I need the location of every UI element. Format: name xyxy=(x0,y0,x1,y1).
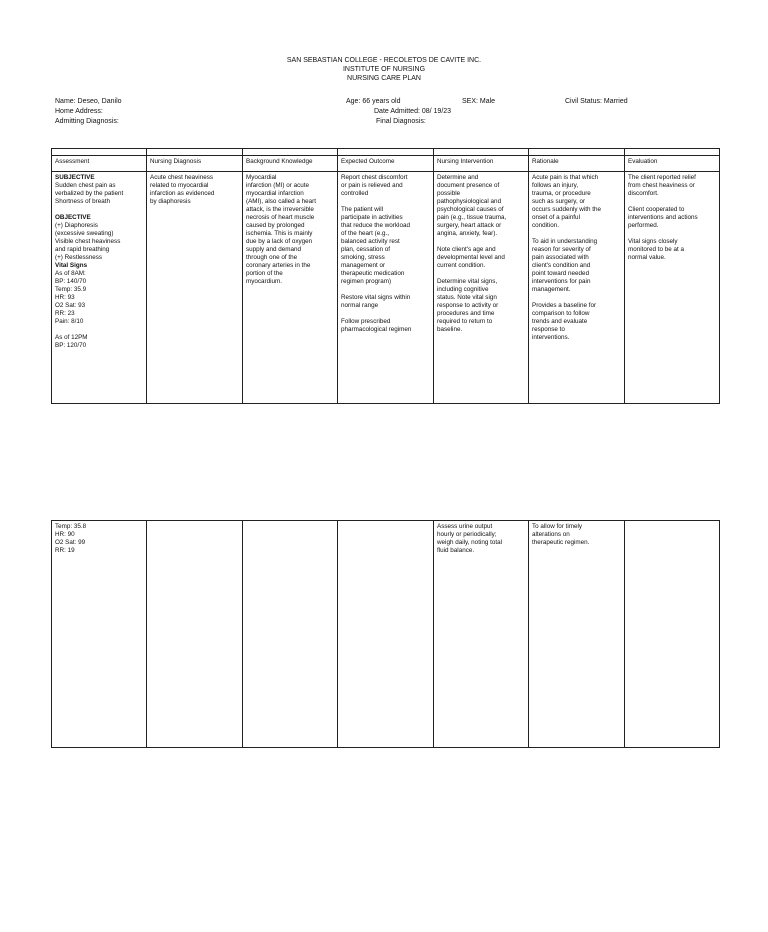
rationale-line: trauma, or procedure xyxy=(532,190,591,197)
subjective-line: verbalized by the patient xyxy=(55,190,124,197)
document-title: NURSING CARE PLAN xyxy=(347,75,421,82)
background-line: myocardial infarction xyxy=(246,190,304,197)
col-header-expected-outcome: Expected Outcome xyxy=(338,156,434,172)
final-diagnosis: Final Diagnosis: xyxy=(376,118,426,125)
rationale-line: management. xyxy=(532,286,571,293)
outcome-line: therapeutic medication xyxy=(341,270,405,277)
vital-line: As of 8AM: xyxy=(55,270,86,277)
objective-line: (+) Restlessness xyxy=(55,254,103,261)
date-admitted: Date Admitted: 08/ 19/23 xyxy=(374,108,452,115)
rationale-line: interventions. xyxy=(532,334,570,341)
intervention-cell xyxy=(434,521,529,748)
objective-line: (+) Diaphoresis xyxy=(55,222,98,229)
evaluation-line: discomfort. xyxy=(628,190,659,197)
evaluation-cell xyxy=(625,172,720,404)
subjective-label: SUBJECTIVE xyxy=(55,174,95,181)
intervention-line: psychological causes of xyxy=(437,206,504,213)
rationale-line: condition. xyxy=(532,222,559,229)
outcome-line: management or xyxy=(341,262,386,269)
outcome-line: normal range xyxy=(341,302,379,309)
vital-line: BP: 140/70 xyxy=(55,278,87,285)
evaluation-line: The client reported relief xyxy=(628,174,696,181)
rationale-line: occurs suddenly with the xyxy=(532,206,601,213)
home-address: Home Address: xyxy=(55,108,103,115)
background-line: due by a lack of oxygen xyxy=(246,238,313,245)
diagnosis-line: related to myocardial xyxy=(150,182,209,189)
background-line: myocardium. xyxy=(246,278,283,285)
objective-line: (excessive sweating) xyxy=(55,230,114,237)
intervention-line: Note client's age and xyxy=(437,246,496,253)
intervention-line: document presence of xyxy=(437,182,500,189)
diagnosis-line: Acute chest heaviness xyxy=(150,174,214,181)
intervention-line: response to activity or xyxy=(437,302,499,309)
intervention-line: surgery, heart attack or xyxy=(437,222,502,229)
intervention-line: procedures and time xyxy=(437,310,495,317)
col-header-nursing-intervention: Nursing Intervention xyxy=(434,156,529,172)
intervention-line: possible xyxy=(437,190,461,197)
rationale-line: client's condition and xyxy=(532,262,591,269)
outcome-line: or pain is relieved and xyxy=(341,182,403,189)
vital-signs-label: Vital Signs xyxy=(55,262,88,269)
background-line: through one of the xyxy=(246,254,298,261)
outcome-line: Follow prescribed xyxy=(341,318,391,325)
school-name: SAN SEBASTIAN COLLEGE - RECOLETOS DE CAVITE INC. xyxy=(286,57,482,64)
outcome-cell xyxy=(338,521,434,748)
diagnosis-cell xyxy=(147,521,243,748)
intervention-line: Determine vital signs, xyxy=(437,278,498,285)
background-line: (AMI), also called a heart xyxy=(246,198,316,205)
intervention-line: pain (e.g., tissue trauma, xyxy=(437,214,507,221)
vital-line: Temp: 35.8 xyxy=(55,523,87,530)
outcome-cell xyxy=(338,172,434,404)
evaluation-line: normal value. xyxy=(628,254,666,261)
table-row xyxy=(52,172,720,404)
civil-status: Civil Status: Married xyxy=(565,98,628,105)
rationale-line: point toward needed xyxy=(532,270,590,277)
background-line: caused by prolonged xyxy=(246,222,305,229)
background-line: ischemia. This is mainly xyxy=(246,230,313,237)
care-plan-table xyxy=(51,148,720,404)
background-line: supply and demand xyxy=(246,246,301,253)
objective-line: Visible chest heaviness xyxy=(55,238,121,245)
background-line: portion of the xyxy=(246,270,283,277)
evaluation-cell xyxy=(625,521,720,748)
vital-line: BP: 120/70 xyxy=(55,342,87,349)
outcome-line: balanced activity rest xyxy=(341,238,400,245)
outcome-line: Restore vital signs within xyxy=(341,294,411,301)
patient-name: Name: Deseo, Danilo xyxy=(55,98,122,105)
intervention-cell xyxy=(434,172,529,404)
col-header-evaluation: Evaluation xyxy=(625,156,720,172)
intervention-line: required to return to xyxy=(437,318,493,325)
intervention-line: weigh daily, noting total xyxy=(437,539,502,546)
rationale-line: therapeutic regimen. xyxy=(532,539,590,546)
intervention-line: developmental level and xyxy=(437,254,505,261)
subjective-line: Shortness of breath xyxy=(55,198,110,205)
institute-name: INSTITUTE OF NURSING xyxy=(342,66,426,73)
vital-line: RR: 23 xyxy=(55,310,75,317)
background-line: infarction (MI) or acute xyxy=(246,182,309,189)
background-line: Myocardial xyxy=(246,174,277,181)
rationale-line: comparison to follow xyxy=(532,310,590,317)
rationale-line: Acute pain is that which xyxy=(532,174,599,181)
subjective-line: Sudden chest pain as xyxy=(55,182,116,189)
diagnosis-line: infarction as evidenced xyxy=(150,190,215,197)
rationale-line: pain associated with xyxy=(532,254,589,261)
assessment-cell xyxy=(52,521,147,748)
intervention-line: fluid balance. xyxy=(437,547,475,554)
outcome-line: The patient will xyxy=(341,206,383,213)
admitting-diagnosis: Admitting Diagnosis: xyxy=(55,118,119,125)
patient-sex: SEX: Male xyxy=(462,98,496,105)
intervention-line: current condition. xyxy=(437,262,486,269)
background-line: necrosis of heart muscle xyxy=(246,214,315,221)
vital-line: O2 Sat: 99 xyxy=(55,539,86,546)
outcome-line: controlled xyxy=(341,190,369,197)
outcome-line: that reduce the workload xyxy=(341,222,410,229)
intervention-line: Determine and xyxy=(437,174,479,181)
table-row xyxy=(52,521,720,748)
col-header-assessment: Assessment xyxy=(52,156,147,172)
vital-line: O2 Sat: 93 xyxy=(55,302,86,309)
rationale-line: To aid in understanding xyxy=(532,238,598,245)
table-spacer-row xyxy=(52,149,720,156)
evaluation-line: Vital signs closely xyxy=(628,238,678,245)
care-plan-continuation-table xyxy=(51,520,720,748)
rationale-line: such as surgery, or xyxy=(532,198,586,205)
col-header-rationale: Rationale xyxy=(529,156,625,172)
diagnosis-cell xyxy=(147,172,243,404)
background-cell xyxy=(243,521,338,748)
background-line: coronary arteries in the xyxy=(246,262,311,269)
vital-line: RR: 19 xyxy=(55,547,75,554)
assessment-cell xyxy=(52,172,147,404)
diagnosis-line: by diaphoresis xyxy=(150,198,191,205)
background-line: attack, is the irreversible xyxy=(246,206,314,213)
col-header-background-knowledge: Background Knowledge xyxy=(243,156,338,172)
background-cell xyxy=(243,172,338,404)
rationale-line: response to xyxy=(532,326,565,333)
patient-age: Age: 66 years old xyxy=(346,98,401,105)
evaluation-line: from chest heaviness or xyxy=(628,182,695,189)
outcome-line: participate in activities xyxy=(341,214,403,221)
intervention-line: Assess urine output xyxy=(437,523,493,530)
col-header-nursing-diagnosis: Nursing Diagnosis xyxy=(147,156,243,172)
outcome-line: of the heart (e.g., xyxy=(341,230,389,237)
vital-line: Pain: 8/10 xyxy=(55,318,84,325)
intervention-line: hourly or periodically; xyxy=(437,531,497,538)
outcome-line: smoking, stress xyxy=(341,254,385,261)
intervention-line: angina, anxiety, fear). xyxy=(437,230,498,237)
rationale-line: interventions for pain xyxy=(532,278,591,285)
rationale-cell xyxy=(529,172,625,404)
outcome-line: pharmacological regimen xyxy=(341,326,412,333)
intervention-line: status. Note vital sign xyxy=(437,294,497,301)
rationale-line: To allow for timely xyxy=(532,523,583,530)
rationale-line: follows an injury, xyxy=(532,182,579,189)
evaluation-line: performed. xyxy=(628,222,659,229)
intervention-line: including cognitive xyxy=(437,286,489,293)
intervention-line: pathophysiological and xyxy=(437,198,502,205)
evaluation-line: interventions and actions xyxy=(628,214,698,221)
rationale-line: trends and evaluate xyxy=(532,318,588,325)
rationale-line: alterations on xyxy=(532,531,570,538)
vital-line: HR: 90 xyxy=(55,531,75,538)
outcome-line: plan, cessation of xyxy=(341,246,391,253)
evaluation-line: monitored to be at a xyxy=(628,246,685,253)
vital-line: Temp: 35.9 xyxy=(55,286,87,293)
outcome-line: Report chest discomfort xyxy=(341,174,408,181)
outcome-line: regimen program) xyxy=(341,278,392,285)
intervention-line: baseline. xyxy=(437,326,463,333)
evaluation-line: Client cooperated to xyxy=(628,206,685,213)
rationale-line: onset of a painful xyxy=(532,214,580,221)
objective-label: OBJECTIVE xyxy=(55,214,91,221)
vital-line: HR: 93 xyxy=(55,294,75,301)
objective-line: and rapid breathing xyxy=(55,246,110,253)
rationale-cell xyxy=(529,521,625,748)
vital-line: As of 12PM xyxy=(55,334,88,341)
table-header-row xyxy=(52,156,720,172)
rationale-line: Provides a baseline for xyxy=(532,302,597,309)
rationale-line: reason for severity of xyxy=(532,246,591,253)
